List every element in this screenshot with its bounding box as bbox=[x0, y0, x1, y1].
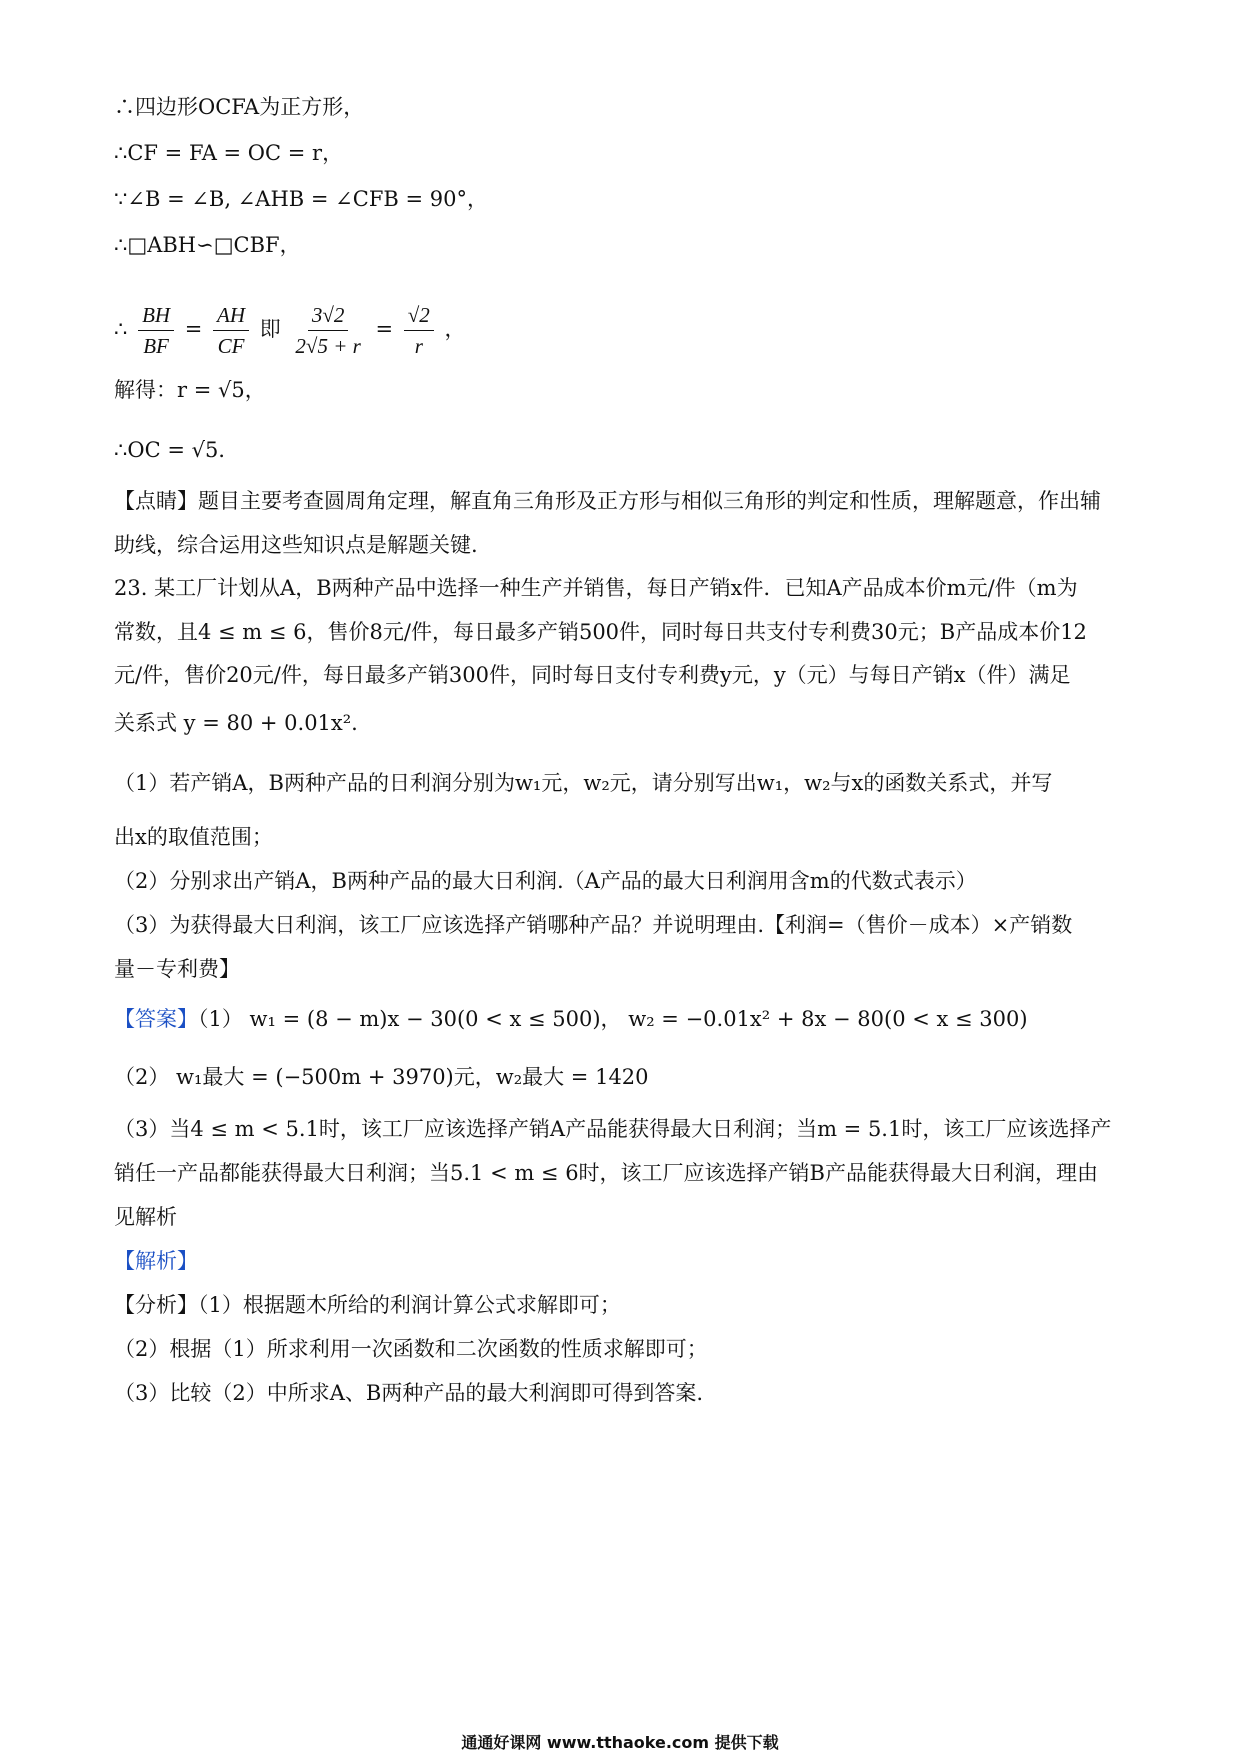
line-square: ∴四边形OCFA为正方形， bbox=[114, 95, 365, 119]
analysis-line-1: 【分析】（1）根据题木所给的利润计算公式求解即可； bbox=[114, 1293, 621, 1317]
fraction-sqrt2-r bbox=[404, 300, 434, 361]
part-3-line-1: （3）为获得最大日利润，该工厂应该选择产销哪种产品？并说明理由.【利润=（售价－成本）×产销数 bbox=[114, 913, 1073, 937]
answer-1 bbox=[114, 1004, 1028, 1034]
answer-3-line-1: （3）当4 ≤ m < 5.1时，该工厂应该选择产销A产品能获得最大日利润；当m = 5.1时，该工厂应该选择产 bbox=[114, 1117, 1112, 1141]
part-1-line-2: 出x的取值范围； bbox=[114, 825, 273, 849]
answer-3-line-2: 销任一产品都能获得最大日利润；当5.1 < m ≤ 6时，该工厂应该选择产销B产品能获得最大日利润，理由 bbox=[114, 1161, 1098, 1185]
line-comment-1: 【点睛】题目主要考查圆周角定理，解直角三角形及正方形与相似三角形的判定和性质，理解题意，作出辅 bbox=[114, 489, 1101, 513]
line-solve-r: 解得：r = √5， bbox=[114, 378, 266, 402]
line-angles: ∵∠B = ∠B, ∠AHB = ∠CFB = 90°， bbox=[114, 187, 489, 211]
footer-watermark: 通通好课网 www.tthaoke.com 提供下载 bbox=[461, 1733, 779, 1752]
fraction-ah-cf bbox=[213, 300, 249, 361]
fraction-denominator: CF bbox=[217, 334, 245, 358]
fraction-denominator: BF bbox=[143, 334, 169, 358]
fraction-numerator: AH bbox=[213, 300, 249, 331]
question-23-line-1: 23. 某工厂计划从A，B两种产品中选择一种生产并销售，每日产销x件．已知A产品成本价m元/件（m为 bbox=[114, 576, 1078, 600]
proportion-mid: 即 bbox=[259, 317, 281, 341]
analysis-line-2: （2）根据（1）所求利用一次函数和二次函数的性质求解即可； bbox=[114, 1337, 708, 1361]
line-equal-sides: ∴CF = FA = OC = r， bbox=[114, 141, 344, 165]
line-oc: ∴OC = √5． bbox=[114, 438, 240, 462]
part-3-line-2: 量－专利费】 bbox=[114, 957, 240, 981]
part-1-line-1: （1）若产销A，B两种产品的日利润分别为w₁元，w₂元，请分别写出w₁，w₂与x的函数关系式，并写 bbox=[114, 771, 1053, 795]
answer-1-text: （1） w₁ = (8 − m)x − 30(0 < x ≤ 500)， w₂ = −0.01x² + 8x − 80(0 < x ≤ 300) bbox=[198, 1007, 1028, 1031]
question-23-line-2: 常数，且4 ≤ m ≤ 6，售价8元/件，每日最多产销500件，同时每日共支付专利费30元；B产品成本价12 bbox=[114, 620, 1087, 644]
fraction-numerator: 3√2 bbox=[308, 300, 349, 331]
answer-3-line-3: 见解析 bbox=[114, 1205, 177, 1229]
line-proportion: ∴ $\frac{BH}{BF}$ = $\frac{AH}{CF}$ 即 $\frac{3√2}{2√5 + r}$ = $\frac{√2}{r}$ ， bbox=[114, 300, 466, 361]
line-comment-2: 助线，综合运用这些知识点是解题关键. bbox=[114, 533, 478, 557]
analysis-line-3: （3）比较（2）中所求A、B两种产品的最大利润即可得到答案. bbox=[114, 1381, 703, 1405]
fraction-numerator: BH bbox=[138, 300, 174, 331]
analysis-label: 【解析】 bbox=[114, 1249, 198, 1273]
proportion-prefix: ∴ bbox=[114, 317, 128, 341]
fraction-denominator: 2√5 + r bbox=[295, 334, 361, 358]
answer-2: （2） w₁最大 = (−500m + 3970)元，w₂最大 = 1420 bbox=[114, 1065, 649, 1089]
fraction-bh-bf bbox=[138, 300, 174, 361]
fraction-sqrt bbox=[291, 300, 364, 361]
line-similar: ∴□ABH∽□CBF， bbox=[114, 233, 301, 257]
question-23-line-3: 元/件，售价20元/件，每日最多产销300件，同时每日支付专利费y元，y（元）与每日产销x（件）满足 bbox=[114, 663, 1071, 687]
fraction-denominator: r bbox=[414, 334, 423, 358]
part-2: （2）分别求出产销A，B两种产品的最大日利润.（A产品的最大日利润用含m的代数式表示） bbox=[114, 869, 977, 893]
fraction-numerator: √2 bbox=[404, 300, 434, 331]
answer-label: 【答案】 bbox=[114, 1007, 198, 1031]
question-23-line-4: 关系式 y = 80 + 0.01x². bbox=[114, 711, 358, 735]
